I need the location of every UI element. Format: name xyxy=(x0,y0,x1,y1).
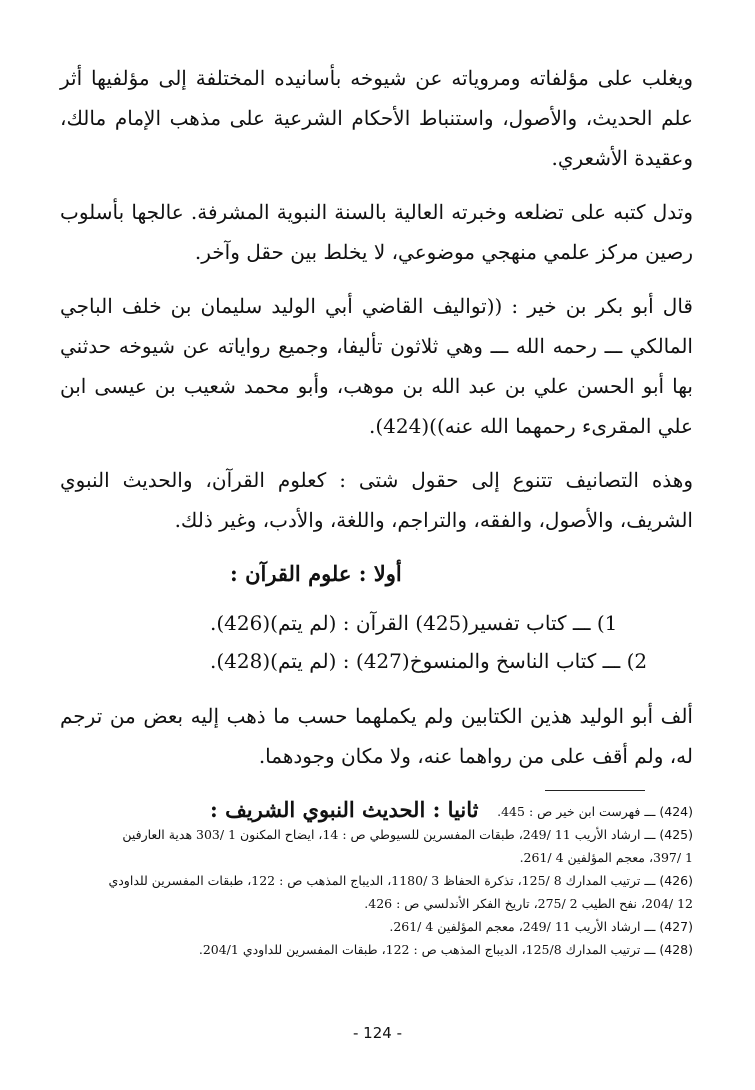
footnote-427 xyxy=(52,915,693,938)
paragraph-1: ويغلب على مؤلفاته ومروياته عن شيوخه بأسانيده المختلفة إلى مؤلفيها أثر علم الحديث، والأصول، واستنباط الأحكام الشرعية على مذهب الإمام مالك، وعقيدة الأشعري. xyxy=(60,66,693,170)
footnote-426 xyxy=(52,869,693,892)
footnote-number: (425) xyxy=(659,827,693,842)
footnote-text: ـــ ارشاد الأريب 11 /249، معجم المؤلفين 4 /261. xyxy=(389,919,656,934)
footnote-426-continuation: 12 /204، نفح الطيب 2 /275، تاريخ الفكر الأندلسي ص : 426. xyxy=(364,896,693,911)
paragraph-4: وهذه التصانيف تتنوع إلى حقول شتى : كعلوم القرآن، والحديث النبوي الشريف، والأصول، والفقه، والتراجم، واللغة، والأدب، وغير ذلك. xyxy=(60,468,693,532)
footnote-number: (424) xyxy=(659,804,693,819)
page-number: - 124 - xyxy=(353,1024,402,1042)
footnote-428 xyxy=(52,938,693,961)
paragraph-2: وتدل كتبه على تضلعه وخبرته العالية بالسنة النبوية المشرفة. عالجها بأسلوب رصين مركز علمي منهجي موضوعي، لا يخلط بين حقل وآخر. xyxy=(60,200,693,264)
section-heading-hadith: ثانيا : الحديث النبوي الشريف : xyxy=(210,797,479,822)
footnote-text: ـــ ارشاد الأريب 11 /249، طبقات المفسرين للسيوطي ص : 14، ايضاح المكنون 1 /303 هدية العارفين xyxy=(122,827,656,842)
footnote-number: (427) xyxy=(659,919,693,934)
footnote-425 xyxy=(52,823,693,846)
footnote-425-continuation: 1 /397، معجم المؤلفين 4 /261. xyxy=(519,850,693,865)
footnote-number: (426) xyxy=(659,873,693,888)
footnote-number: (428) xyxy=(659,942,693,957)
footnote-text: ـــ فهرست ابن خير ص : 445. xyxy=(497,804,656,819)
paragraph-3: قال أبو بكر بن خير : ((تواليف القاضي أبي الوليد سليمان بن خلف الباجي المالكي ـــ رحمه الله ـــ وهي ثلاثون تأليفا، وجميع رواياته عن شيوخه حدثني بها أبو الحسن علي بن عبد الله بن موهب، وأبو محمد شعيب بن عيسى ابن علي المقرىء رحمهما الله عنه))(424). xyxy=(60,294,693,438)
footnote-divider xyxy=(545,790,645,791)
heading-1-wrap xyxy=(60,554,693,604)
footnotes xyxy=(52,800,693,961)
footnote-424 xyxy=(52,800,693,823)
list-item: 1) ـــ كتاب تفسير(425) القرآن : (لم يتم)(426). xyxy=(210,611,618,635)
footnote-text: ـــ ترتيب المدارك 125/8، الديباج المذهب ص : 122، طبقات المفسرين للداودي 204/1. xyxy=(198,942,656,957)
paragraph-5: ألف أبو الوليد هذين الكتابين ولم يكملهما حسب ما ذهب إليه بعض من ترجم له، ولم أقف على من رواهما عنه، ولا مكان وجودهما. xyxy=(60,704,693,768)
main-text xyxy=(60,58,693,840)
section-heading-quran: أولا : علوم القرآن : xyxy=(230,561,402,586)
footnote-text: ـــ ترتيب المدارك 8 /125، تذكرة الحفاظ 3 /1180، الديباج المذهب ص : 122، طبقات المفسرين للداودي xyxy=(108,873,656,888)
list-item: 2) ـــ كتاب الناسخ والمنسوخ(427) : (لم يتم)(428). xyxy=(210,649,648,673)
book-list xyxy=(60,604,693,680)
